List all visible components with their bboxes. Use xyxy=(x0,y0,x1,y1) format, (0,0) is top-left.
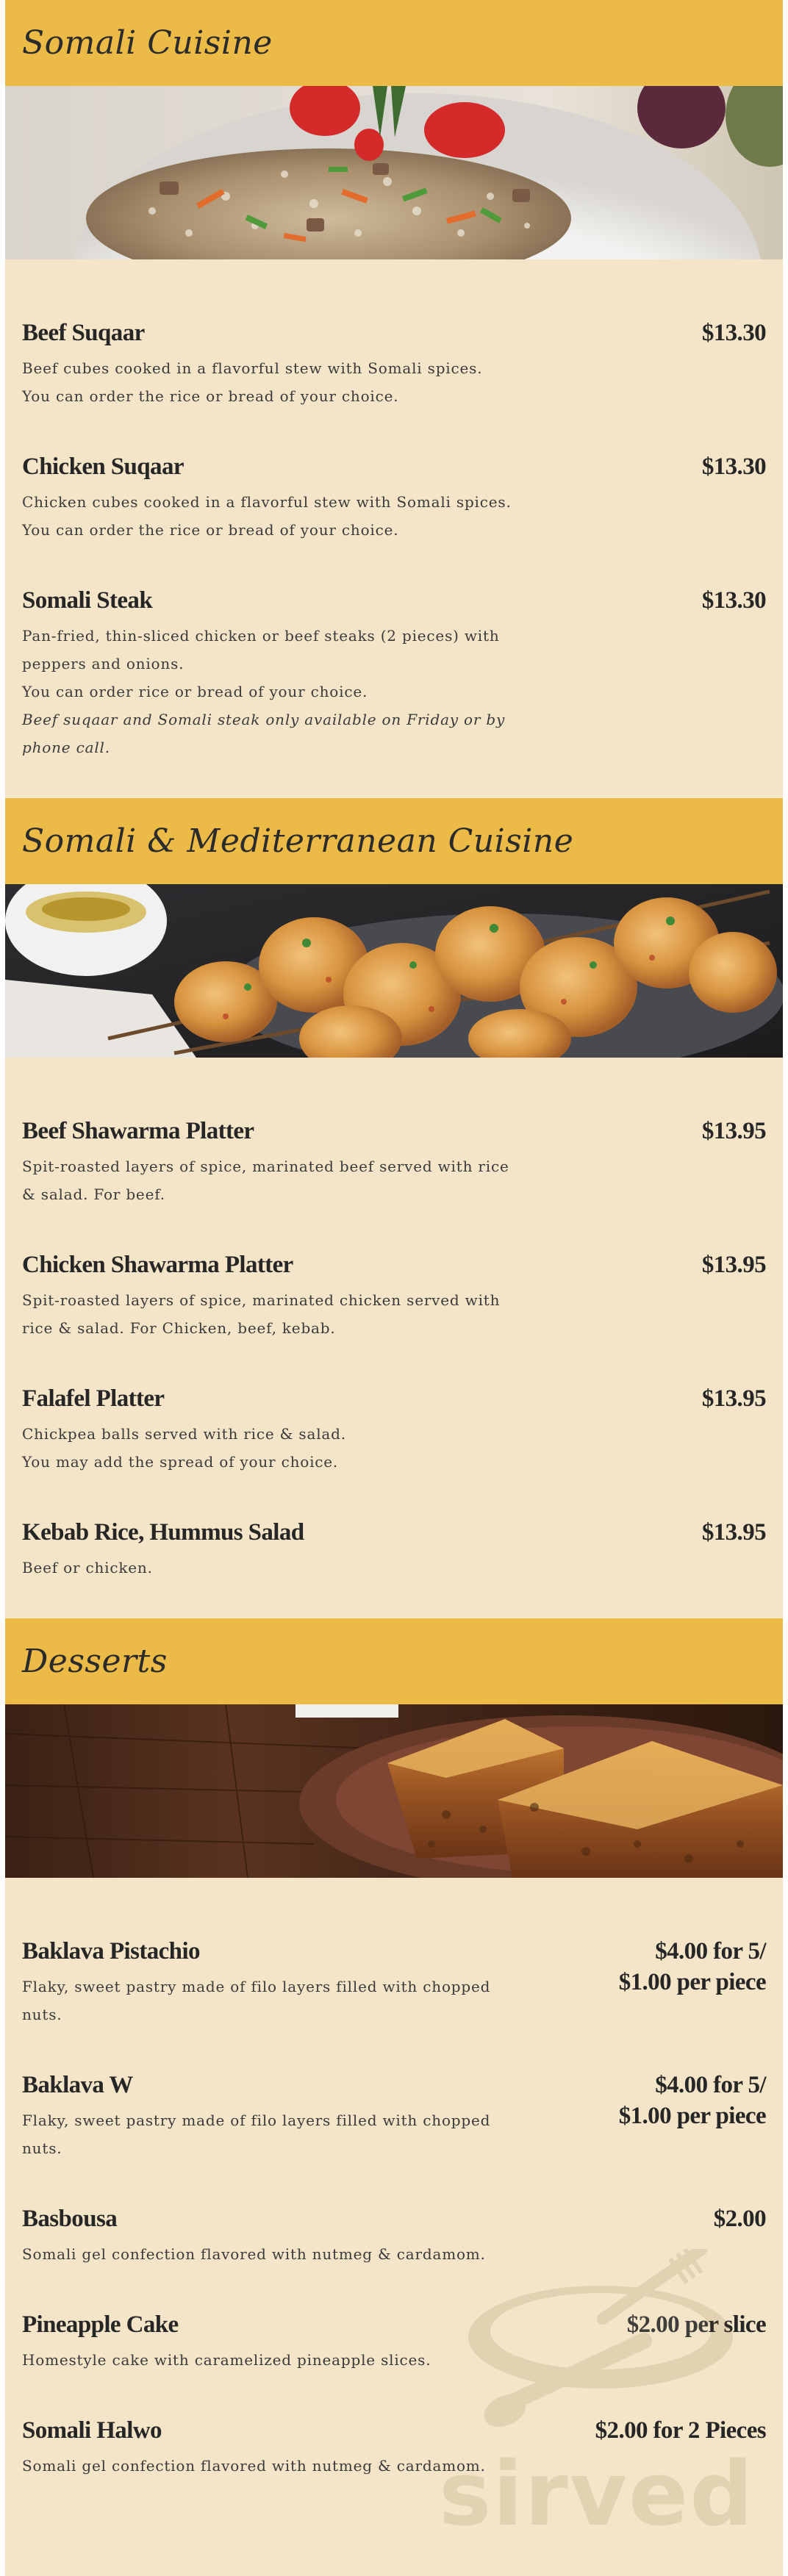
chicken-kebab-photo xyxy=(5,884,783,1058)
item-name: Baklava W xyxy=(22,2072,133,2098)
baklava-photo xyxy=(5,1704,783,1878)
item-price: $2.00 xyxy=(713,2206,766,2232)
item-name: Basbousa xyxy=(22,2206,118,2232)
item-name: Beef Shawarma Platter xyxy=(22,1118,254,1144)
item-description: Beef or chicken. xyxy=(22,1559,153,1576)
item-description: Spit-roasted layers of spice, marinated chicken served with rice & salad. For Chicken, beef, kebab. xyxy=(22,1291,501,1337)
item-price: $4.00 for 5/ $1.00 per piece xyxy=(618,1938,766,1995)
item-description: Beef cubes cooked in a flavorful stew with Somali spices. You can order the rice or bread of your choice. xyxy=(22,359,483,405)
item-price: $13.30 xyxy=(701,587,766,614)
item-price: $13.95 xyxy=(701,1519,766,1546)
item-name: Pineapple Cake xyxy=(22,2311,179,2338)
item-description: Homestyle cake with caramelized pineapple slices. xyxy=(22,2351,431,2369)
item-price: $13.95 xyxy=(701,1252,766,1278)
item-description: Somali gel confection flavored with nutmeg & cardamom. xyxy=(22,2457,486,2475)
item-description: Chickpea balls served with rice & salad. You may add the spread of your choice. xyxy=(22,1425,346,1471)
item-description: Flaky, sweet pastry made of filo layers filled with chopped nuts. xyxy=(22,2112,491,2157)
menu-item xyxy=(22,1936,766,2028)
item-name: Chicken Shawarma Platter xyxy=(22,1252,293,1278)
item-name: Falafel Platter xyxy=(22,1385,165,1412)
item-price: $4.00 for 5/ $1.00 per piece xyxy=(618,2072,766,2129)
item-name: Chicken Suqaar xyxy=(22,453,184,480)
menu-item xyxy=(22,317,766,410)
item-name: Somali Steak xyxy=(22,587,153,614)
watermark-text: sirved xyxy=(439,2444,755,2546)
dessert-items xyxy=(5,1936,783,2480)
availability-note: Beef suqaar and Somali steak only available on Friday or by phone call. xyxy=(22,711,506,756)
item-description: Chicken cubes cooked in a flavorful stew with Somali spices. You can order the rice or bread of your choice. xyxy=(22,493,512,539)
menu-item xyxy=(22,585,766,761)
item-description: Spit-roasted layers of spice, marinated beef served with rice & salad. For beef. xyxy=(22,1158,509,1203)
item-description: Flaky, sweet pastry made of filo layers filled with chopped nuts. xyxy=(22,1978,491,2023)
section-title: Somali & Mediterranean Cuisine xyxy=(22,822,574,860)
section-header-somali-mediterranean xyxy=(5,798,783,884)
somali-cuisine-items xyxy=(5,317,783,761)
item-price: $2.00 for 2 Pieces xyxy=(595,2417,766,2444)
mediterranean-items xyxy=(5,1116,783,1582)
menu-item xyxy=(22,1249,766,1342)
item-price: $2.00 per slice xyxy=(626,2311,766,2338)
menu-item xyxy=(22,1517,766,1582)
item-price: $13.95 xyxy=(701,1385,766,1412)
item-price: $13.95 xyxy=(701,1118,766,1144)
item-description: Somali gel confection flavored with nutmeg & cardamom. xyxy=(22,2245,486,2263)
item-price: $13.30 xyxy=(701,320,766,346)
item-name: Baklava Pistachio xyxy=(22,1938,200,1965)
section-title: Somali Cuisine xyxy=(22,24,273,62)
menu-item xyxy=(22,2309,766,2374)
menu-item xyxy=(22,2415,766,2480)
menu-item xyxy=(22,2070,766,2162)
item-name: Kebab Rice, Hummus Salad xyxy=(22,1519,304,1546)
rice-dish-photo xyxy=(5,86,783,259)
section-title: Desserts xyxy=(22,1643,168,1680)
item-description: Pan-fried, thin-sliced chicken or beef steaks (2 pieces) with peppers and onions. You can order rice or bread of your choice. Beef suqaar and Somali steak only available on Friday or by phone call. xyxy=(22,622,537,761)
section-header-somali-cuisine xyxy=(5,0,783,86)
item-name: Somali Halwo xyxy=(22,2417,162,2444)
menu-item xyxy=(22,1383,766,1476)
section-header-desserts xyxy=(5,1618,783,1704)
menu-item xyxy=(22,2203,766,2268)
menu-page xyxy=(5,0,783,2576)
menu-item xyxy=(22,1116,766,1208)
menu-item xyxy=(22,451,766,544)
item-price: $13.30 xyxy=(701,453,766,480)
item-name: Beef Suqaar xyxy=(22,320,145,346)
